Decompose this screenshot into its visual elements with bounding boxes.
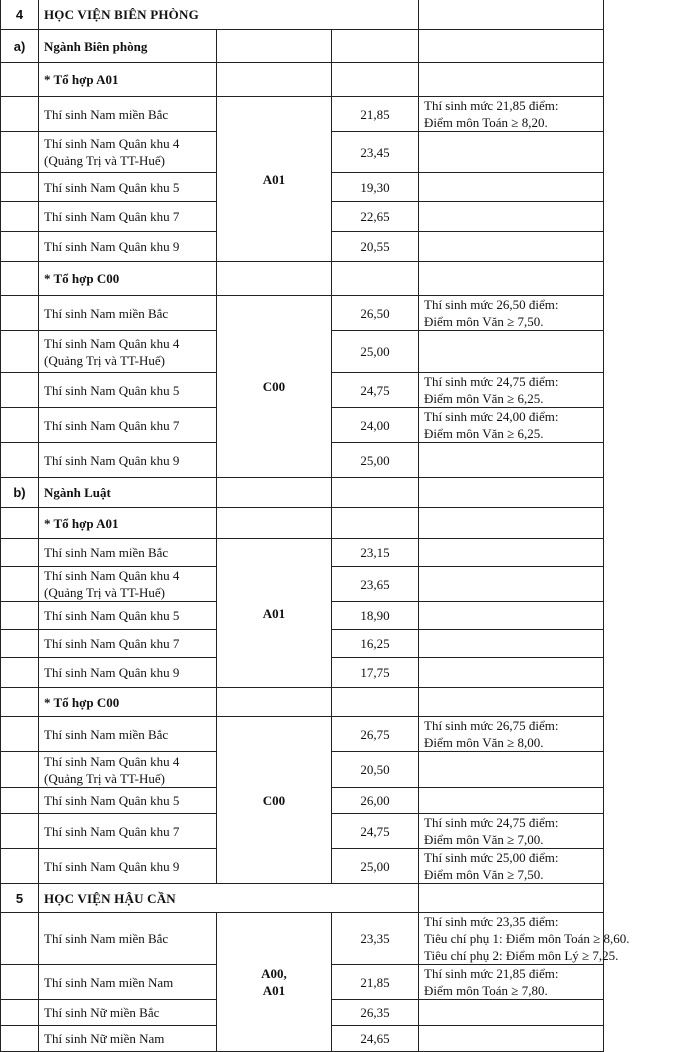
combination-header-row [1,63,604,97]
note-cell [419,202,604,232]
note-cell [419,849,604,884]
empty-cell [1,232,39,262]
note-line: Thí sinh mức 21,85 điểm: [424,966,559,981]
note-cell [419,173,604,202]
note-cell [419,1026,604,1052]
cutoff-score: 23,65 [332,567,419,602]
note-cell [419,1000,604,1026]
note-cell [419,814,604,849]
candidate-group: Thí sinh Nam Quân khu 5 [39,373,217,408]
institution-row [1,0,604,30]
subject-combination: A00, A01 [217,913,332,1052]
empty-cell [1,296,39,331]
combination-header: * Tổ hợp C00 [39,262,217,296]
candidate-group: Thí sinh Nam miền Nam [39,965,217,1000]
empty-cell [332,688,419,717]
empty-cell [1,630,39,658]
cutoff-score: 24,00 [332,408,419,443]
candidate-group: Thí sinh Nam Quân khu 4 (Quảng Trị và TT-Huế) [39,132,217,173]
subject-combination: A01 [217,539,332,688]
subject-combination: C00 [217,717,332,884]
candidate-group: Thí sinh Nam Quân khu 9 [39,658,217,688]
empty-cell [419,508,604,539]
candidate-group: Thí sinh Nam Quân khu 4 (Quảng Trị và TT-Huế) [39,331,217,373]
empty-cell [1,373,39,408]
cutoff-score: 23,45 [332,132,419,173]
table-row [1,717,604,752]
candidate-group: Thí sinh Nam miền Bắc [39,97,217,132]
candidate-group: Thí sinh Nam Quân khu 5 [39,788,217,814]
empty-cell [1,173,39,202]
table-row [1,97,604,132]
cutoff-score: 24,65 [332,1026,419,1052]
empty-cell [419,262,604,296]
cutoff-score: 26,00 [332,788,419,814]
cutoff-score: 16,25 [332,630,419,658]
empty-cell [419,63,604,97]
combination-header-row [1,262,604,296]
candidate-group: Thí sinh Nam Quân khu 9 [39,232,217,262]
candidate-group: Thí sinh Nam miền Bắc [39,717,217,752]
empty-cell [419,884,604,913]
combination-header: * Tổ hợp A01 [39,508,217,539]
empty-cell [1,567,39,602]
institution-title: HỌC VIỆN BIÊN PHÒNG [39,0,419,30]
note-cell [419,602,604,630]
combination-header: * Tổ hợp C00 [39,688,217,717]
candidate-group: Thí sinh Nam Quân khu 5 [39,173,217,202]
note-line: Tiêu chí phụ 1: Điểm môn Toán ≥ 8,60. [424,931,630,946]
candidate-group: Thí sinh Nam Quân khu 7 [39,630,217,658]
empty-cell [1,602,39,630]
empty-cell [1,443,39,478]
empty-cell [1,97,39,132]
note-line: Thí sinh mức 26,50 điểm: [424,297,559,312]
note-line: Tiêu chí phụ 2: Điểm môn Lý ≥ 7,25. [424,948,619,963]
empty-cell [332,262,419,296]
note-cell [419,717,604,752]
cutoff-score: 25,00 [332,849,419,884]
candidate-group: Thí sinh Nam miền Bắc [39,913,217,965]
empty-cell [332,30,419,63]
empty-cell [217,63,332,97]
note-cell [419,539,604,567]
candidate-group: Thí sinh Nam Quân khu 7 [39,202,217,232]
candidate-group: Thí sinh Nam Quân khu 7 [39,408,217,443]
empty-cell [1,202,39,232]
major-name: Ngành Biên phòng [39,30,217,63]
cutoff-score: 23,15 [332,539,419,567]
note-cell [419,788,604,814]
empty-cell [1,1000,39,1026]
note-cell [419,658,604,688]
empty-cell [332,508,419,539]
empty-cell [1,508,39,539]
empty-cell [1,63,39,97]
subject-combination: A01 [217,97,332,262]
cutoff-score: 22,65 [332,202,419,232]
empty-cell [1,849,39,884]
note-cell [419,132,604,173]
empty-cell [1,408,39,443]
note-line: Thí sinh mức 23,35 điểm: [424,914,559,929]
cutoff-score: 24,75 [332,373,419,408]
empty-cell [1,331,39,373]
candidate-group: Thí sinh Nam Quân khu 9 [39,849,217,884]
note-line: Điểm môn Văn ≥ 8,00. [424,735,544,750]
note-cell [419,965,604,1000]
note-cell [419,331,604,373]
empty-cell [217,688,332,717]
cutoff-score: 20,50 [332,752,419,788]
empty-cell [217,30,332,63]
cutoff-score: 26,75 [332,717,419,752]
empty-cell [1,814,39,849]
empty-cell [1,788,39,814]
note-line: Thí sinh mức 25,00 điểm: [424,850,559,865]
combination-header: * Tổ hợp A01 [39,63,217,97]
candidate-group: Thí sinh Nam miền Bắc [39,539,217,567]
cutoff-score: 21,85 [332,965,419,1000]
institution-row [1,884,604,913]
empty-cell [1,717,39,752]
empty-cell [217,508,332,539]
cutoff-score: 24,75 [332,814,419,849]
cutoff-score: 23,35 [332,913,419,965]
cutoff-score: 25,00 [332,331,419,373]
empty-cell [419,30,604,63]
empty-cell [332,63,419,97]
empty-cell [419,688,604,717]
major-label: a) [1,30,39,63]
note-line: Điểm môn Văn ≥ 7,50. [424,867,544,882]
empty-cell [332,478,419,508]
note-cell [419,630,604,658]
note-cell [419,408,604,443]
empty-cell [217,262,332,296]
note-line: Thí sinh mức 26,75 điểm: [424,718,559,733]
empty-cell [419,478,604,508]
empty-cell [1,1026,39,1052]
note-cell [419,443,604,478]
candidate-group: Thí sinh Nam Quân khu 7 [39,814,217,849]
note-line: Điểm môn Văn ≥ 7,00. [424,832,544,847]
note-cell [419,97,604,132]
empty-cell [1,262,39,296]
major-row [1,30,604,63]
note-line: Thí sinh mức 24,00 điểm: [424,409,559,424]
empty-cell [1,913,39,965]
empty-cell [1,658,39,688]
cutoff-score: 18,90 [332,602,419,630]
candidate-group: Thí sinh Nam Quân khu 9 [39,443,217,478]
note-line: Điểm môn Văn ≥ 6,25. [424,391,544,406]
note-cell [419,752,604,788]
empty-cell [1,688,39,717]
note-cell [419,296,604,331]
note-line: Điểm môn Văn ≥ 6,25. [424,426,544,441]
table-row [1,913,604,965]
section-number: 5 [1,884,39,913]
note-line: Điểm môn Toán ≥ 8,20. [424,115,548,130]
institution-title: HỌC VIỆN HẬU CẦN [39,884,419,913]
empty-cell [1,752,39,788]
cutoff-score: 25,00 [332,443,419,478]
combination-header-row [1,508,604,539]
empty-cell [419,0,604,30]
empty-cell [1,965,39,1000]
cutoff-score: 26,50 [332,296,419,331]
major-label: b) [1,478,39,508]
note-cell [419,567,604,602]
table-row [1,539,604,567]
note-line: Thí sinh mức 24,75 điểm: [424,374,559,389]
cutoff-score: 19,30 [332,173,419,202]
candidate-group: Thí sinh Nam miền Bắc [39,296,217,331]
cutoff-score: 26,35 [332,1000,419,1026]
candidate-group: Thí sinh Nam Quân khu 5 [39,602,217,630]
table-row [1,296,604,331]
combination-header-row [1,688,604,717]
note-line: Điểm môn Văn ≥ 7,50. [424,314,544,329]
subject-combination: C00 [217,296,332,478]
note-line: Điểm môn Toán ≥ 7,80. [424,983,548,998]
empty-cell [217,478,332,508]
empty-cell [1,539,39,567]
candidate-group: Thí sinh Nữ miền Bắc [39,1000,217,1026]
note-line: Thí sinh mức 24,75 điểm: [424,815,559,830]
note-cell [419,913,630,965]
note-cell [419,373,604,408]
cutoff-score: 17,75 [332,658,419,688]
section-number: 4 [1,0,39,30]
major-name: Ngành Luật [39,478,217,508]
candidate-group: Thí sinh Nữ miền Nam [39,1026,217,1052]
candidate-group: Thí sinh Nam Quân khu 4 (Quảng Trị và TT-Huế) [39,567,217,602]
cutoff-score: 21,85 [332,97,419,132]
table-body [1,0,630,1052]
candidate-group: Thí sinh Nam Quân khu 4 (Quảng Trị và TT-Huế) [39,752,217,788]
note-line: Thí sinh mức 21,85 điểm: [424,98,559,113]
major-row [1,478,604,508]
cutoff-score: 20,55 [332,232,419,262]
empty-cell [1,132,39,173]
note-cell [419,232,604,262]
